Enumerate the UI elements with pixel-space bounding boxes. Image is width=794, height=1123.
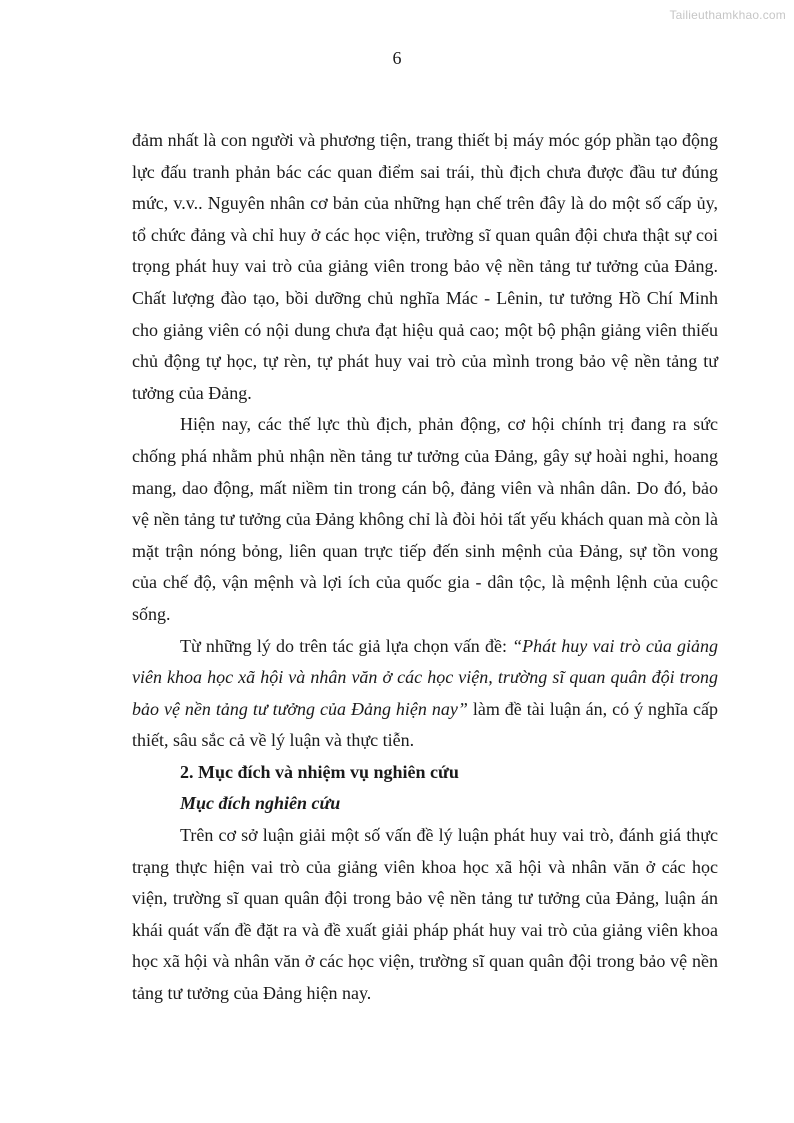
paragraph-3-end: làm đề tài luận án, có ý nghĩa cấp thiết, sâu sắc cả về lý luận và thực tiễn.	[132, 698, 718, 751]
paragraph-3	[132, 631, 718, 757]
paragraph-2: Hiện nay, các thế lực thù địch, phản động, cơ hội chính trị đang ra sức chống phá nhằm phủ nhận nền tảng tư tưởng của Đảng, gây sự hoài nghi, hoang mang, dao động, mất niềm tin trong cán bộ, đảng viên và nhân dân. Do đó, bảo vệ nền tảng tư tưởng của Đảng không chỉ là đòi hỏi tất yếu khách quan mà còn là mặt trận nóng bỏng, liên quan trực tiếp đến sinh mệnh của Đảng, sự tồn vong của chế độ, vận mệnh và lợi ích của quốc gia - dân tộc, là mệnh lệnh của cuộc sống.	[132, 414, 718, 624]
section-heading: 2. Mục đích và nhiệm vụ nghiên cứu	[180, 761, 459, 782]
paragraph-3-start: Từ những lý do trên tác giả lựa chọn vấn đề:	[180, 635, 513, 656]
paragraph-1: đảm nhất là con người và phương tiện, trang thiết bị máy móc góp phần tạo động lực đấu tranh phản bác các quan điểm sai trái, thù địch chưa được đầu tư đúng mức, v.v.. Nguyên nhân cơ bản của những hạn chế trên đây là do một số cấp ủy, tổ chức đảng và chỉ huy ở các học viện, trường sĩ quan quân đội chưa thật sự coi trọng phát huy vai trò của giảng viên trong bảo vệ nền tảng tư tưởng của Đảng. Chất lượng đào tạo, bồi dưỡng chủ nghĩa Mác - Lênin, tư tưởng Hồ Chí Minh cho giảng viên có nội dung chưa đạt hiệu quả cao; một bộ phận giảng viên thiếu chủ động tự học, tự rèn, tự phát huy vai trò của mình trong bảo vệ nền tảng tư tưởng của Đảng.	[132, 130, 718, 403]
watermark: Tailieuthamkhao.com	[669, 8, 786, 22]
page-number: 6	[392, 48, 402, 68]
paragraph-4: Trên cơ sở luận giải một số vấn đề lý luận phát huy vai trò, đánh giá thực trạng thực hiện vai trò của giảng viên khoa học xã hội và nhân văn ở các học viện, trường sĩ quan quân đội trong bảo vệ nền tảng tư tưởng của Đảng, luận án khái quát vấn đề đặt ra và đề xuất giải pháp phát huy vai trò của giảng viên khoa học xã hội và nhân văn ở các học viện, trường sĩ quan quân đội trong bảo vệ nền tảng tư tưởng của Đảng hiện nay.	[132, 825, 718, 1004]
document-body	[132, 125, 718, 1010]
thesis-title: “Phát huy vai trò của giảng viên khoa học xã hội và nhân văn ở các học viện, trường sĩ quan quân đội trong bảo vệ nền tảng tư tưởng của Đảng hiện nay”	[132, 635, 718, 719]
section-subheading: Mục đích nghiên cứu	[180, 793, 341, 814]
